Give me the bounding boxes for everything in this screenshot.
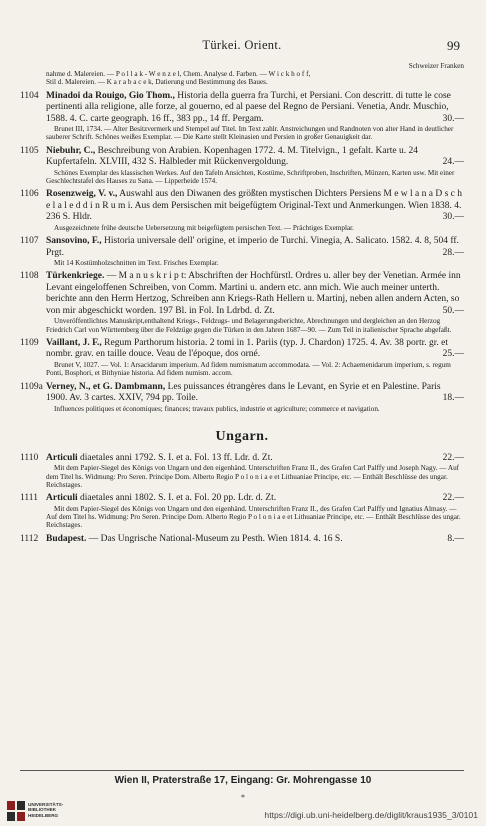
- section-title-hungary: Ungarn.: [215, 428, 269, 444]
- catalog-entry: [20, 382, 464, 413]
- entry-price: 30.—: [442, 113, 464, 124]
- catalog-entry: [20, 453, 464, 489]
- entry-note: Unveröffentlichtes Manuskript,enthaltend Kriegs-, Feldzugs- und Belagerungsberichte, Abrechnungen und dergleichen an den Herzog Friedrich Carl von Württemberg über die Feldzüge gegen die Türken in den Jahren 1687—90. — Zum Teil in italienischer Sprache abgefaßt.: [46, 317, 452, 334]
- catalog-entry: [20, 534, 464, 546]
- catalog-entry: [20, 91, 464, 142]
- entry-price: 50.—: [442, 305, 464, 316]
- continuation-note-line: nahme d. Malereien. — P o l l a k - W e n z e l, Chem. Analyse d. Farben. — W i c k h o f f,: [46, 70, 311, 78]
- catalog-entry: [20, 493, 464, 529]
- catalog-entry: [20, 338, 464, 378]
- entry-author: Niebuhr, C.,: [46, 145, 96, 156]
- entry-number: 1109: [20, 337, 39, 348]
- entry-price: 24.—: [442, 157, 464, 168]
- entry-note: Mit dem Papier-Siegel des Königs von Ungarn und den eigenhänd. Unterschriften Franz II., des Grafen Carl Palffy und Ignatius Almasy. — Auf dem Titel hs. Widmung: Pro Seren. Principe Dom. Alberto Regio P o l o n i a e et Lithuaniae Principe, etc. — Enthält Beschlüsse des ungar. Reichstages.: [46, 504, 461, 530]
- entry-number: 1109a: [20, 381, 43, 392]
- entry-text: diaetales anni 1792. S. I. et a. Fol. 13 ff. Ldr. d. Zt.: [77, 452, 273, 463]
- entry-author: Vaillant, J. F.,: [46, 337, 102, 348]
- entry-number: 1108: [20, 271, 39, 282]
- catalog-entry: [20, 146, 464, 186]
- entry-description: [20, 271, 464, 317]
- catalog-entry: [20, 189, 464, 232]
- entry-number: 1106: [20, 189, 39, 200]
- turkey-entries: [20, 91, 464, 413]
- library-logo[interactable]: [6, 798, 84, 824]
- entry-text: — M a n u s k r i p t: Abschriften der Hochfürstl. Ordres u. aller bey der Venetian. Armée inn Levant eingeloffenen Schreiben, von Comm. Martini u. andern etc. ann mich. Wie auch meiner unterth. berichte ann den Herrn Hertzog, Schreiben ann Kriegs-Rath Hellern u. Martinj, neben allen andern Acten, so von mir abgeschickt worden. 197 Bl. in Fol. In Ldrbd. d. Zt.: [46, 271, 461, 316]
- entry-author: Verney, N., et G. Dambmann,: [46, 381, 166, 392]
- hungary-entries: [20, 453, 464, 545]
- entry-text: Regum Parthorum historia. 2 tomi in 1. Pariis (typ. J. Chardon) 1725. 4. Av. 38 portr. gr. et nombr. grav. en taille douce. Veau de l'époque, dos orné.: [46, 337, 448, 360]
- entry-price: 22.—: [442, 452, 464, 463]
- entry-text: Les puissances étrangères dans le Levant, en Syrie et en Palestine. Paris 1900. Av. 3 cartes. XXIV, 794 pp. Toile.: [46, 381, 441, 404]
- entry-note: Brunet III, 1734. — Alter Besitzvermerk und Stempel auf Titel. Im Text zahlr. Anstreichungen und Randnoten von alter Hand in deutlicher sauberer Schrift. Schönes weißes Exemplar. — Die Karte stellt Kleinasien und Persien in großer Genauigkeit dar.: [46, 125, 454, 142]
- entry-text: Historia universale dell' origine, et imperio de Turchi. Vinegia, A. Salicato. 1582. 4. 8, 504 ff. Prgt.: [46, 236, 459, 258]
- entry-author: Budapest.: [46, 533, 87, 544]
- entry-description: [20, 493, 464, 505]
- running-title: Türkei. Orient.: [202, 38, 282, 52]
- entry-price: 30.—: [442, 212, 464, 223]
- footer-address: Wien II, Praterstraße 17, Eingang: Gr. Mohrengasse 10: [114, 775, 372, 786]
- continuation-note-line: Stil d. Malereien. — K a r a b a c e k, Datierung und Bestimmung des Baues.: [46, 78, 268, 87]
- entry-author: Articuli: [46, 452, 78, 463]
- entry-description: [20, 236, 464, 259]
- entry-text: diaetales anni 1802. S. I. et a. Fol. 20 pp. Ldr. d. Zt.: [77, 493, 277, 504]
- entry-text: — Das Ungrische National-Museum zu Pesth. Wien 1814. 4. 16 S.: [86, 533, 343, 544]
- entry-author: Sansovino, F.,: [46, 236, 102, 247]
- library-seal-icon: [6, 800, 26, 822]
- catalog-entry: [20, 236, 464, 267]
- entry-note: Influences politiques et économiques; finances; travaux publics, industrie et agriculture; commerce et navigation.: [54, 404, 380, 413]
- entry-description: [20, 382, 464, 405]
- entry-author: Rosenzweig, V. v.,: [46, 189, 118, 200]
- entry-description: [20, 91, 464, 126]
- entry-description: [20, 338, 464, 361]
- entry-text: Beschreibung von Arabien. Kopenhagen 1772. 4. M. Titelvign., 1 gefalt. Karte u. 24 Kupfertafeln. XLVIII, 432 S. Halbleder mit Rückenvergoldung.: [46, 145, 418, 168]
- entry-note: Mit 14 Kostümholzschnitten im Text. Frisches Exemplar.: [54, 259, 219, 268]
- entry-text: Auswahl aus den Diwanen des größten mystischen Dichters Persiens M e w l a n a D s c h e l a l e d d i n R u m i. Aus dem Persischen mit beigefügtem Original-Text und Anmerkungen. Wien 1838. 4. 236 S. Hldr.: [46, 189, 463, 223]
- entry-number: 1105: [20, 145, 39, 156]
- footer-rule: [20, 770, 464, 771]
- entry-description: [20, 453, 464, 465]
- entry-note: Mit dem Papier-Siegel des Königs von Ungarn und den eigenhänd. Unterschriften Franz II., des Grafen Carl Palffy und Joseph Nagy. — Auf dem Titel hs. Widmung: Pro Seren. Principe Dom. Alberto Regio P o l o n i a e et Lithuaniae Principe, etc. — Enthält Beschlüsse des ungar. Reichstages.: [46, 464, 460, 489]
- catalog-body: [20, 62, 464, 545]
- catalog-entry: [20, 271, 464, 334]
- entry-text: Historia della guerra fra Turchi, et Persiani. Con descritt. di tutte le cose pertinenti alla religione, alle forze, al gouerno, ed al paese del Regno de Persiani. Venetia, Andr. Muschio, 1588. 4. C. carte geograph. 16 ff., 383 pp., 14 ff. Pergam.: [46, 90, 451, 124]
- entry-price: 25.—: [442, 349, 464, 360]
- entry-price: 22.—: [442, 493, 464, 504]
- entry-note: Ausgezeichnete frühe deutsche Uebersetzung mit beigefügtem persischen Text. — Prächtiges Exemplar.: [54, 223, 354, 232]
- entry-description: [20, 146, 464, 169]
- entry-note: Brunet V, 1027. — Vol. 1: Arsacidarum imperium. Ad fidem numismatum accommodata. — Vol. 2: Achaemenidarum imperium, s. regum Ponti, Bosphori, et Bithyniae historia. Ad fidem numism. accom.: [46, 360, 451, 378]
- entry-author: Minadoi da Rouigo, Gio Thom.,: [46, 90, 175, 101]
- entry-number: 1110: [20, 452, 39, 463]
- entry-price: 18.—: [442, 393, 464, 404]
- entry-author: Türkenkriege.: [46, 271, 105, 282]
- entry-description: [20, 534, 464, 546]
- entry-note: Schönes Exemplar des klassischen Werkes. Auf den Tafeln Ansichten, Kostüme, Schriftproben, Inschriften, Münzen, Karten usw. Mit einer Geschlechtstafel des Hauses zu Sana. — Lipperheide 1574.: [46, 168, 455, 185]
- entry-number: 1112: [20, 533, 39, 544]
- entry-price: 28.—: [442, 247, 464, 258]
- page-number: 99: [447, 38, 460, 53]
- library-logo-text: UNIVERSITÄTS- BIBLIOTHEK HEIDELBERG: [28, 802, 64, 818]
- entry-number: 1107: [20, 236, 39, 247]
- footer-star: *: [241, 793, 245, 802]
- page-header: [20, 38, 464, 56]
- entry-price: 8.—: [447, 533, 464, 544]
- entry-number: 1111: [20, 493, 38, 504]
- entry-number: 1104: [20, 90, 39, 101]
- entry-description: [20, 189, 464, 224]
- entry-author: Articuli: [46, 493, 78, 504]
- currency-note: Schweizer Franken: [408, 62, 464, 70]
- source-url-link[interactable]: https://digi.ub.uni-heidelberg.de/diglit/kraus1935_3/0101: [264, 810, 478, 820]
